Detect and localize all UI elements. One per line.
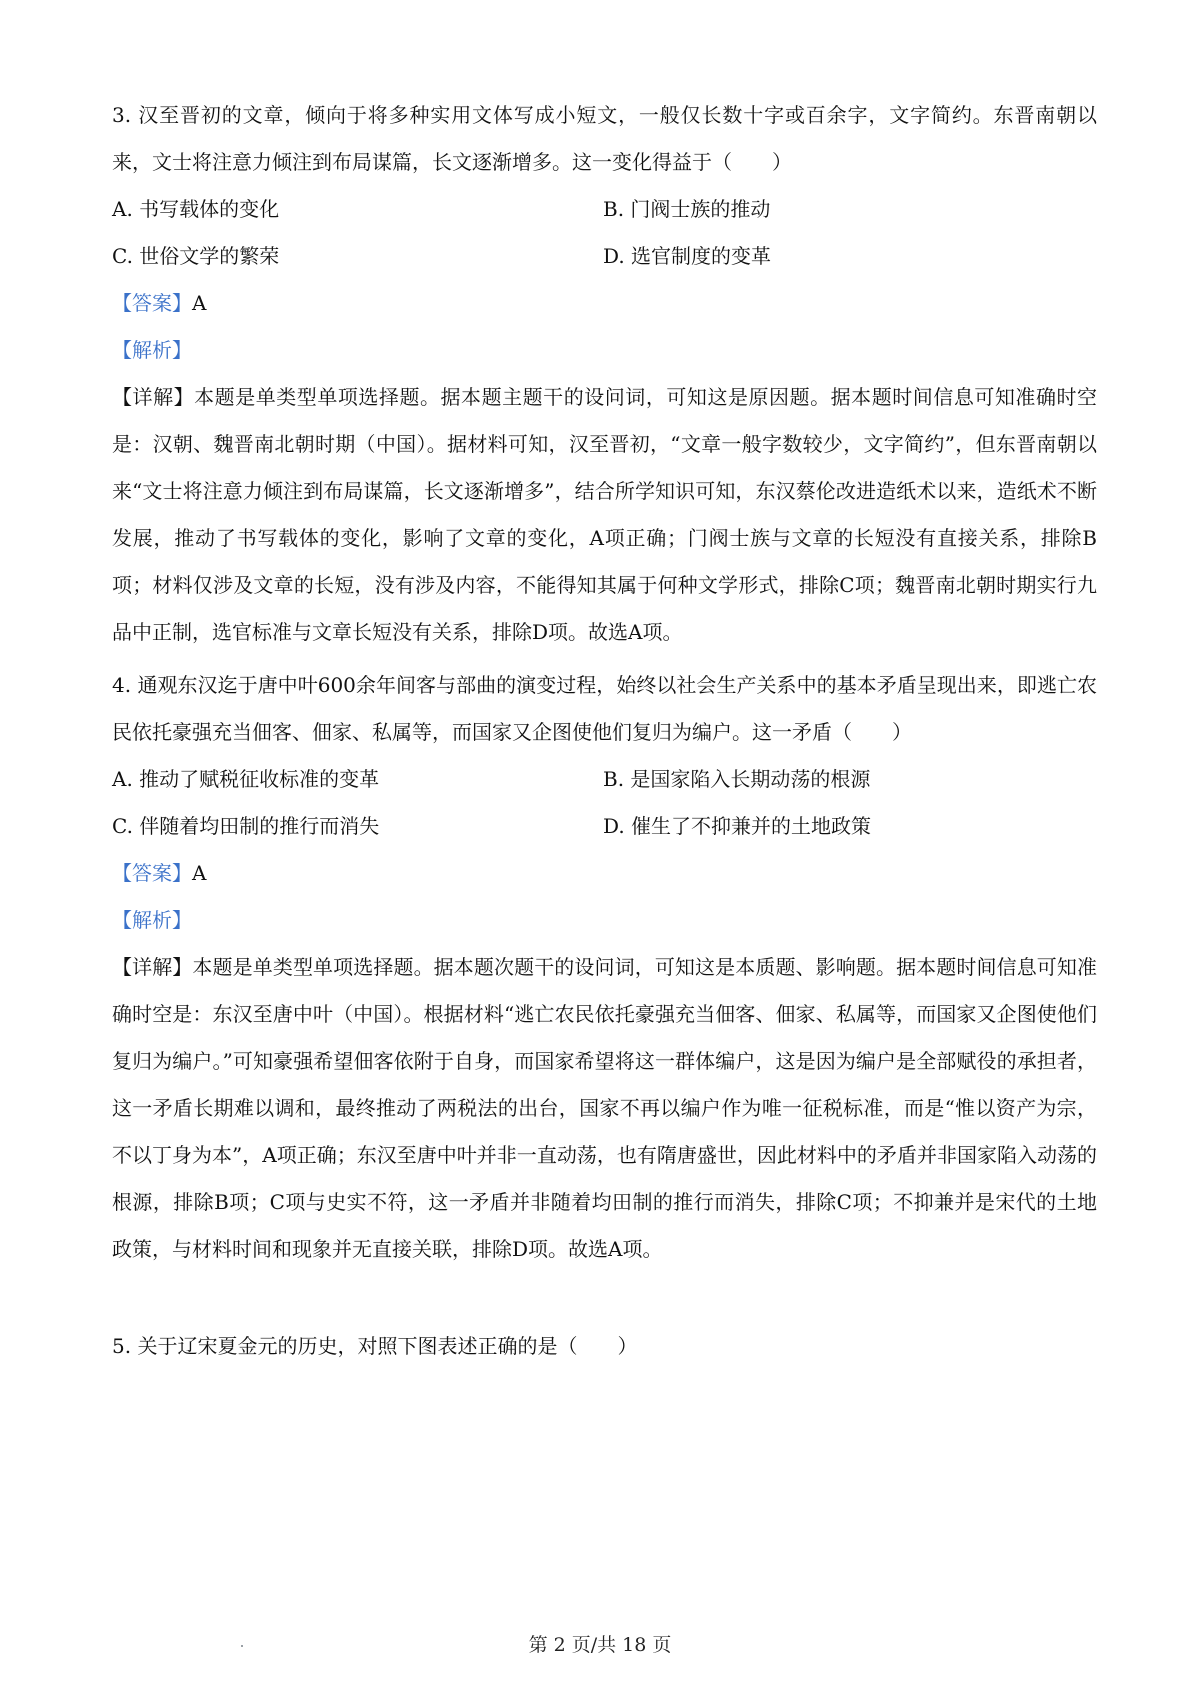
detail-paragraph (112, 374, 1097, 656)
analysis-line (112, 327, 1097, 374)
option-c: C. 伴随着均田制的推行而消失 (112, 814, 380, 838)
option-c: C. 世俗文学的繁荣 (112, 244, 280, 268)
option-b: B. 是国家陷入长期动荡的根源 (603, 767, 871, 791)
question-stem: 5. 关于辽宋夏金元的历史，对照下图表述正确的是（ ） (112, 1334, 638, 1358)
question-3 (112, 92, 1097, 656)
option-a: A. 推动了赋税征收标准的变革 (112, 767, 380, 791)
answer-value: A (192, 291, 207, 315)
detail-text: 本题是单类型单项选择题。据本题主题干的设问词，可知这是原因题。据本题时间信息可知准确时空是：汉朝、魏晋南北朝时期（中国）。据材料可知，汉至晋初，“文章一般字数较少，文字简约”，但东晋南朝以来“文士将注意力倾注到布局谋篇，长文逐渐增多”，结合所学知识可知，东汉蔡伦改进造纸术以来，造纸术不断发展，推动了书写载体的变化，影响了文章的变化，A项正确；门阀士族与文章的长短没有直接关系，排除B项；材料仅涉及文章的长短，没有涉及内容，不能得知其属于何种文学形式，排除C项；魏晋南北朝时期实行九品中正制，选官标准与文章长短没有关系，排除D项。故选A项。 (112, 385, 1098, 644)
option-d: D. 选官制度的变革 (603, 244, 772, 268)
answer-value: A (192, 861, 207, 885)
analysis-line (112, 897, 1097, 944)
detail-tag: 【详解】 (112, 385, 195, 409)
answer-line (112, 850, 1097, 897)
detail-tag: 【详解】 (112, 955, 193, 979)
answer-line (112, 280, 1097, 327)
question-stem: 4. 通观东汉迄于唐中叶600余年间客与部曲的演变过程，始终以社会生产关系中的基本矛盾呈现出来，即逃亡农民依托豪强充当佃客、佃家、私属等，而国家又企图使他们复归为编户。这一矛盾（ ） (112, 673, 1097, 744)
page-number: 第 2 页/共 18 页 (528, 1634, 672, 1656)
option-list (112, 756, 1097, 850)
answer-tag: 【答案】 (112, 861, 192, 885)
question-stem: 3. 汉至晋初的文章，倾向于将多种实用文体写成小短文，一般仅长数十字或百余字，文字简约。东晋南朝以来，文士将注意力倾注到布局谋篇，长文逐渐增多。这一变化得益于（ ） (112, 103, 1097, 174)
analysis-tag: 【解析】 (112, 908, 192, 932)
detail-text: 本题是单类型单项选择题。据本题次题干的设问词，可知这是本质题、影响题。据本题时间信息可知准确时空是：东汉至唐中叶（中国）。根据材料“逃亡农民依托豪强充当佃客、佃家、私属等，而国家又企图使他们复归为编户。”可知豪强希望佃客依附于自身，而国家希望将这一群体编户，这是因为编户是全部赋役的承担者，这一矛盾长期难以调和，最终推动了两税法的出台，国家不再以编户作为唯一征税标准，而是“惟以资产为宗，不以丁身为本”，A项正确；东汉至唐中叶并非一直动荡，也有隋唐盛世，因此材料中的矛盾并非国家陷入动荡的根源，排除B项；C项与史实不符，这一矛盾并非随着均田制的推行而消失，排除C项；不抑兼并是宋代的土地政策，与材料时间和现象并无直接关联，排除D项。故选A项。 (112, 955, 1098, 1261)
option-list (112, 186, 1097, 280)
detail-paragraph (112, 944, 1097, 1273)
option-d: D. 催生了不抑兼并的土地政策 (603, 814, 872, 838)
question-4 (112, 662, 1097, 1273)
option-b: B. 门阀士族的推动 (603, 197, 771, 221)
analysis-tag: 【解析】 (112, 338, 192, 362)
answer-tag: 【答案】 (112, 291, 192, 315)
question-5 (112, 1323, 1097, 1370)
option-a: A. 书写载体的变化 (112, 197, 280, 221)
